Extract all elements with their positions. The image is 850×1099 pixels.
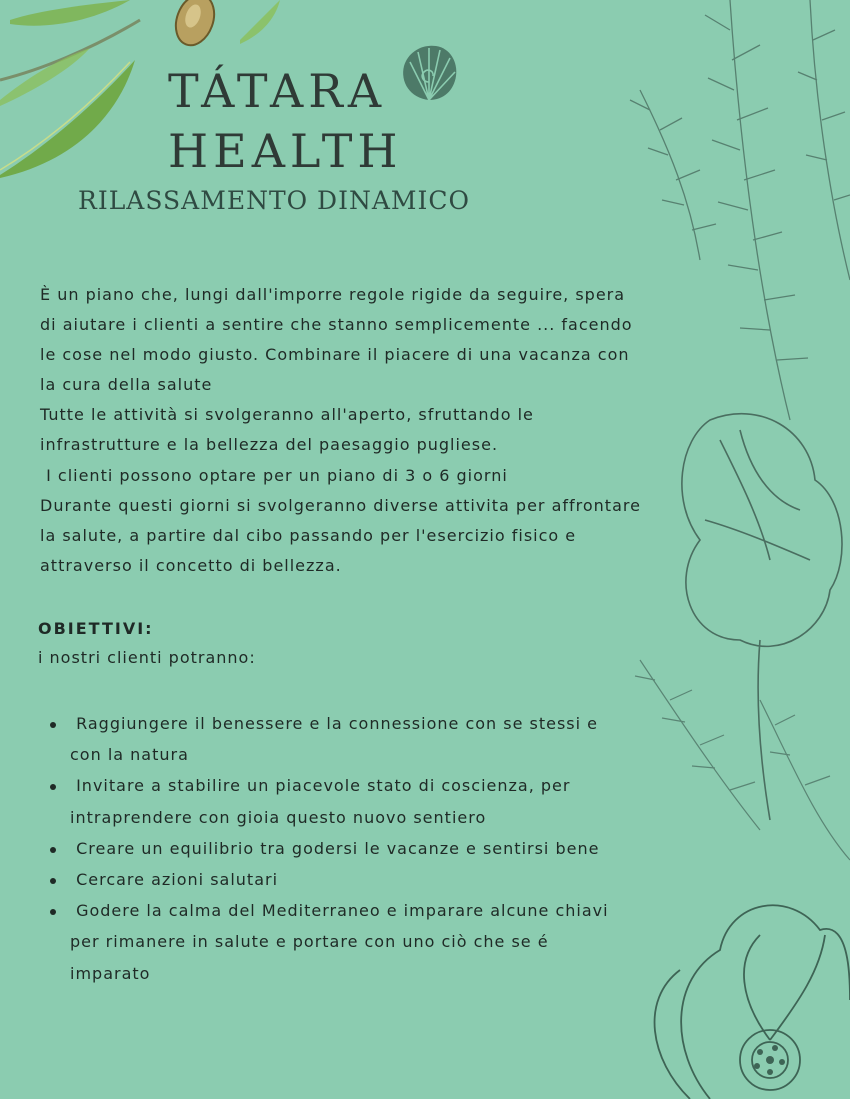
bullet-icon [50, 847, 56, 853]
list-item [40, 708, 680, 770]
intro-line: di aiutare i clienti a sentire che stanno semplicemente ... facendo [40, 315, 633, 335]
intro-line: la cura della salute [40, 375, 213, 395]
intro-line: la salute, a partire dal cibo passando per l'esercizio fisico e [40, 525, 577, 545]
list-item [40, 864, 680, 895]
list-item-text: con la natura [70, 745, 189, 765]
objectives-list [40, 708, 680, 989]
page-subtitle: RILASSAMENTO DINAMICO [78, 186, 471, 215]
shell-icon [398, 42, 460, 104]
bullet-icon [50, 878, 56, 884]
bullet-icon [50, 784, 56, 790]
list-item-text: Creare un equilibrio tra godersi le vacanze e sentirsi bene [70, 838, 600, 858]
list-item-text: per rimanere in salute e portare con uno ciò che se é [70, 932, 549, 952]
intro-line: attraverso il concetto di bellezza. [40, 555, 342, 575]
intro-line: Durante questi giorni si svolgeranno diverse attivita per affrontare [40, 495, 641, 515]
intro-paragraph [40, 280, 690, 581]
list-item [40, 770, 680, 832]
list-item-text: Cercare azioni salutari [70, 870, 279, 890]
list-item-text: Raggiungere il benessere e la connessione con se stessi e [70, 714, 599, 733]
intro-line: infrastrutture e la bellezza del paesaggio pugliese. [40, 435, 499, 455]
brand-title-line2: HEALTH [168, 124, 403, 178]
bullet-icon [50, 722, 56, 728]
list-item-text: Invitare a stabilire un piacevole stato di coscienza, per [70, 776, 571, 796]
list-item-text: Godere la calma del Mediterraneo e imparare alcune chiavi [70, 901, 609, 921]
intro-line: Tutte le attività si svolgeranno all'aperto, sfruttando le [40, 405, 534, 425]
list-item-text: intraprendere con gioia questo nuovo sentiero [70, 807, 487, 827]
list-item-text: imparato [70, 963, 151, 983]
objectives-heading: OBIETTIVI: [38, 619, 154, 638]
brand-title-line1: TÁTARA [168, 64, 387, 118]
intro-line: le cose nel modo giusto. Combinare il piacere di una vacanza con [40, 345, 630, 365]
list-item [40, 833, 680, 864]
list-item [40, 895, 680, 989]
objectives-lead: i nostri clienti potranno: [38, 648, 256, 667]
intro-line: I clienti possono optare per un piano di 3 o 6 giorni [40, 465, 508, 485]
bullet-icon [50, 909, 56, 915]
intro-line: È un piano che, lungi dall'imporre regole rigide da seguire, spera [40, 285, 626, 304]
